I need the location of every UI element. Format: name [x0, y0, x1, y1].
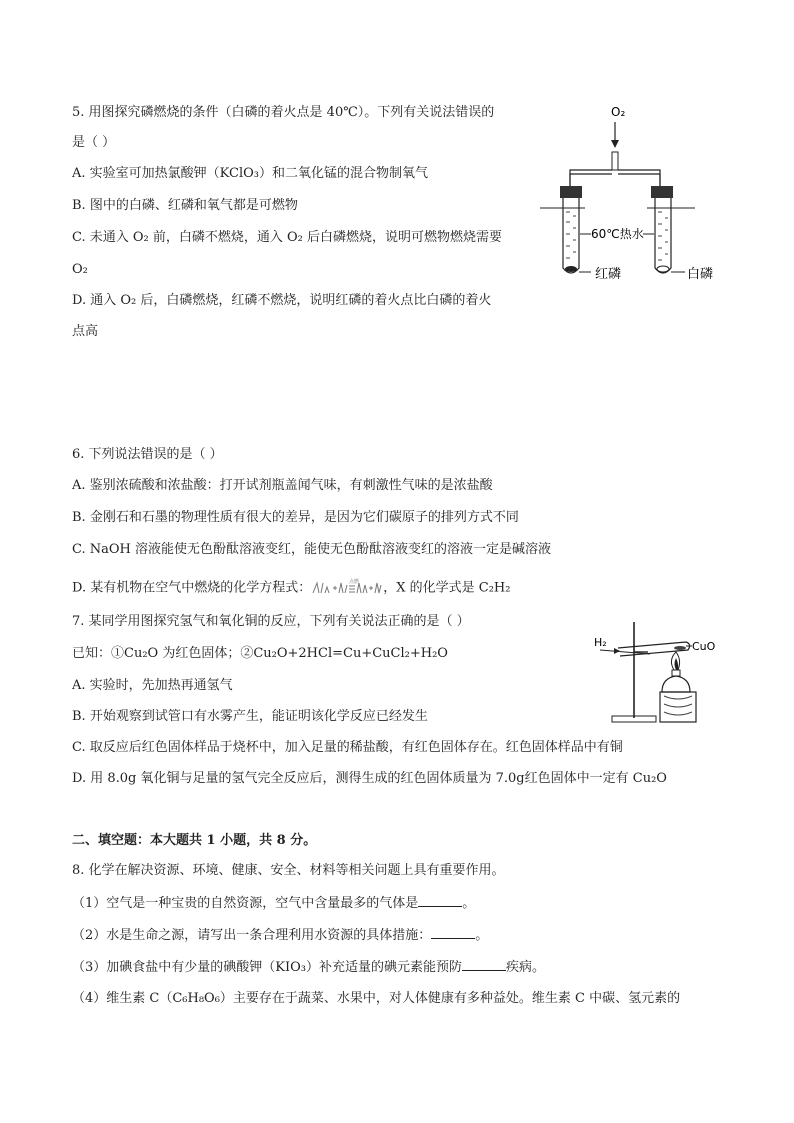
q8-part-2 [72, 926, 488, 945]
q8-part-3-text: （3）加碘食盐中有少量的碘酸钾（KIO₃）补充适量的碘元素能预防 [72, 960, 462, 975]
figure-red-phosphorus-label: 红磷 [595, 267, 622, 282]
section-2-heading: 二、填空题：本大题共 1 小题，共 8 分。 [72, 833, 317, 848]
svg-text:点燃: 点燃 [349, 579, 360, 585]
q8-part-1-end: 。 [462, 896, 476, 911]
q5-option-b: B. 图中的白磷、红磷和氧气都是可燃物 [72, 198, 298, 213]
q5-option-a: A. 实验室可加热氯酸钾（KClO₃）和二氧化锰的混合物制氧气 [72, 166, 428, 181]
q8-stem: 8. 化学在解决资源、环境、健康、安全、材料等相关问题上具有重要作用。 [72, 863, 505, 878]
figure-o2-label: O₂ [611, 105, 626, 119]
q8-part-1-text: （1）空气是一种宝贵的自然资源，空气中含量最多的气体是 [72, 896, 419, 911]
q6-stem: 6. 下列说法错误的是（ ） [72, 447, 223, 462]
figure-white-phosphorus-label: 白磷 [687, 267, 714, 282]
q6-option-a: A. 鉴别浓硫酸和浓盐酸：打开试剂瓶盖闻气味，有刺激性气味的是浓盐酸 [72, 478, 493, 493]
q5-stem-line1: 5. 用图探究磷燃烧的条件（白磷的着火点是 40℃）。下列有关说法错误的 [72, 105, 495, 120]
q6-option-d-suffix: ，X 的化学式是 C₂H₂ [383, 580, 511, 596]
q6-option-d-prefix: D. 某有机物在空气中燃烧的化学方程式： [72, 580, 312, 596]
figure-hot-water-label: 60℃热水 [591, 227, 644, 241]
chemical-equation-image [311, 577, 383, 599]
q8-part-3-blank[interactable] [462, 958, 506, 971]
hydrogen-copper-oxide-figure [588, 612, 728, 728]
q5-option-c-line1: C. 未通入 O₂ 前，白磷不燃烧，通入 O₂ 后白磷燃烧，说明可燃物燃烧需要 [72, 230, 503, 245]
figure-cuo-label: CuO [692, 640, 716, 653]
q8-part-4: （4）维生素 C（C₆H₈O₆）主要存在于蔬菜、水果中，对人体健康有多种益处。维生素 C 中碳、氢元素的 [72, 991, 681, 1006]
q8-part-2-blank[interactable] [431, 926, 475, 939]
q8-part-2-text: （2）水是生命之源，请写出一条合理利用水资源的具体措施： [72, 928, 432, 943]
q7-stem: 7. 某同学用图探究氢气和氧化铜的反应，下列有关说法正确的是（ ） [72, 614, 470, 629]
q5-option-c-line2: O₂ [72, 262, 88, 277]
phosphorus-combustion-figure [535, 100, 730, 290]
q8-part-1 [72, 894, 475, 913]
q6-option-c: C. NaOH 溶液能使无色酚酞溶液变红，能使无色酚酞溶液变红的溶液一定是碱溶液 [72, 542, 552, 557]
q8-part-3 [72, 958, 545, 977]
q7-option-c: C. 取反应后红色固体样品于烧杯中，加入足量的稀盐酸，有红色固体存在。红色固体样品中有铜 [72, 740, 623, 755]
q7-known: 已知：①Cu₂O 为红色固体；②Cu₂O+2HCl=Cu+CuCl₂+H₂O [72, 646, 448, 661]
q7-option-d: D. 用 8.0g 氧化铜与足量的氢气完全反应后，测得生成的红色固体质量为 7.0g红色固体中一定有 Cu₂O [72, 771, 667, 786]
q8-part-1-blank[interactable] [418, 894, 462, 907]
q8-part-3-end: 疾病。 [506, 960, 546, 975]
q7-option-b: B. 开始观察到试管口有水雾产生，能证明该化学反应已经发生 [72, 709, 428, 724]
q6-option-b: B. 金刚石和石墨的物理性质有很大的差异，是因为它们碳原子的排列方式不同 [72, 510, 519, 525]
q5-option-d-line1: D. 通入 O₂ 后，白磷燃烧，红磷不燃烧，说明红磷的着火点比白磷的着火 [72, 293, 492, 308]
q8-part-2-end: 。 [475, 928, 489, 943]
figure-h2-label: H₂ [594, 636, 607, 649]
q7-option-a: A. 实验时，先加热再通氢气 [72, 678, 233, 693]
q5-stem-line2: 是（ ） [72, 135, 116, 150]
q5-option-d-line2: 点高 [72, 324, 99, 339]
q6-option-d [72, 577, 510, 599]
